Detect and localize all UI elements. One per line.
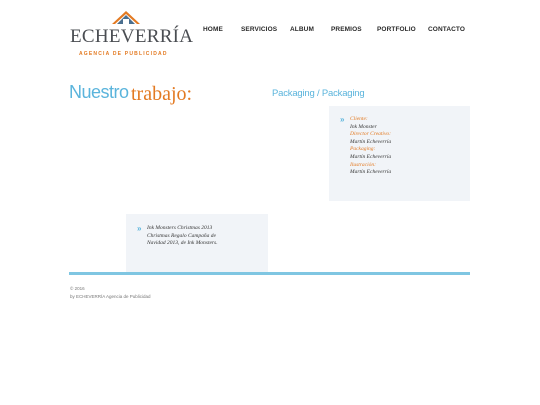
double-chevron-right-icon: » bbox=[340, 115, 343, 124]
info-value-cliente: Ink Monster bbox=[350, 123, 377, 130]
house-roof-icon bbox=[111, 10, 141, 26]
nav-item-album[interactable]: ALBUM bbox=[290, 26, 314, 33]
project-description-box bbox=[126, 214, 268, 272]
logo[interactable] bbox=[70, 10, 194, 57]
info-label-ilustracion: Ilustración: bbox=[350, 161, 376, 168]
description-line: Christmas Regalo Campaña de bbox=[147, 232, 216, 239]
nav-item-contacto[interactable]: CONTACTO bbox=[428, 26, 466, 33]
nav-item-portfolio[interactable]: PORTFOLIO bbox=[377, 26, 416, 33]
page-title-part2: trabajo: bbox=[131, 83, 193, 105]
info-value-ilustracion: Martín Echeverría bbox=[350, 169, 392, 176]
project-info-list bbox=[350, 116, 391, 177]
nav-item-servicios[interactable]: SERVICIOS bbox=[241, 26, 278, 33]
footer-divider bbox=[69, 272, 470, 275]
footer bbox=[70, 285, 151, 301]
section-title: Packaging / Packaging bbox=[272, 88, 365, 99]
page-title-part1: Nuestro bbox=[69, 82, 129, 102]
info-value-packaging: Martín Echeverría bbox=[350, 153, 392, 160]
project-info-box bbox=[329, 106, 470, 201]
footer-copyright: © 2016 bbox=[70, 286, 85, 291]
project-description bbox=[147, 225, 218, 248]
info-value-director: Martín Echeverría bbox=[350, 138, 392, 145]
footer-credit: by ECHEVERRÍA Agencia de Publicidad bbox=[70, 294, 151, 299]
double-chevron-right-icon: » bbox=[137, 224, 140, 233]
info-label-packaging: Packaging: bbox=[350, 146, 376, 153]
description-line: Navidad 2013, de Ink Monsters. bbox=[147, 240, 218, 247]
description-line: Ink Monsters Christmas 2013 bbox=[147, 225, 213, 231]
brand-name: ECHEVERRÍA bbox=[70, 26, 194, 47]
brand-tagline: AGENCIA DE PUBLICIDAD bbox=[79, 51, 168, 57]
nav-item-premios[interactable]: PREMIOS bbox=[331, 26, 362, 33]
info-label-director: Director Creativo: bbox=[350, 131, 391, 138]
info-label-cliente: Cliente: bbox=[350, 116, 368, 122]
nav-item-home[interactable]: HOME bbox=[203, 26, 223, 33]
